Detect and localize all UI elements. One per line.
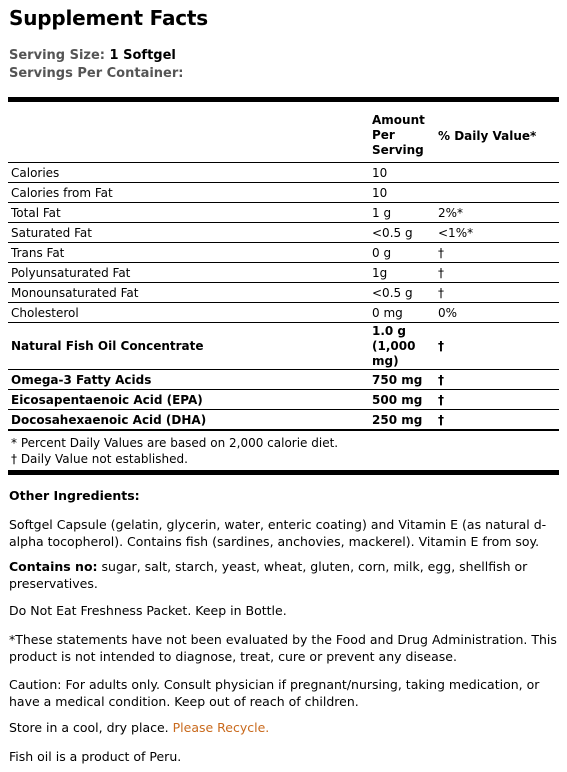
origin-notice: Fish oil is a product of Peru. (9, 749, 182, 764)
nutrient-name: Omega-3 Fatty Acids (8, 370, 369, 390)
table-row (8, 163, 559, 183)
table-row (8, 323, 559, 370)
nutrient-dv: † (435, 370, 559, 390)
nutrient-dv: † (435, 410, 559, 431)
nutrient-name: Calories (8, 163, 369, 183)
nutrient-name: Calories from Fat (8, 183, 369, 203)
nutrient-dv (435, 163, 559, 183)
nutrient-amount: 0 g (369, 243, 435, 263)
table-header-row (8, 109, 559, 163)
serving-size-value: 1 Softgel (109, 48, 176, 63)
other-ingredients-heading (9, 487, 557, 504)
freshness-notice: Do Not Eat Freshness Packet. Keep in Bottle. (9, 603, 287, 618)
nutrient-dv: † (435, 283, 559, 303)
nutrient-amount: 10 (369, 183, 435, 203)
nutrient-name: Total Fat (8, 203, 369, 223)
nutrient-dv: † (435, 323, 559, 370)
amount-header: Amount Per Serving (372, 113, 425, 157)
footnote-daily-value: * Percent Daily Values are based on 2,000 calorie diet. (11, 436, 339, 450)
table-row (8, 370, 559, 390)
nutrient-amount: 1g (369, 263, 435, 283)
table-row (8, 283, 559, 303)
other-ingredients-label: Other Ingredients: (9, 488, 140, 503)
nutrient-name: Natural Fish Oil Concentrate (8, 323, 369, 370)
caution-notice: Caution: For adults only. Consult physician if pregnant/nursing, taking medication, or have a medical condition. Keep out of reach of children. (9, 677, 540, 709)
nutrient-name: Polyunsaturated Fat (8, 263, 369, 283)
table-row (8, 243, 559, 263)
nutrient-dv: 2%* (435, 203, 559, 223)
please-recycle-link[interactable]: Please Recycle. (172, 720, 270, 735)
daily-value-header: % Daily Value* (438, 128, 537, 143)
nutrient-amount: 250 mg (369, 410, 435, 431)
nutrient-name: Monounsaturated Fat (8, 283, 369, 303)
servings-per-container (9, 65, 183, 82)
nutrient-dv: † (435, 243, 559, 263)
footnote-cell (8, 430, 559, 473)
contains-no-text: sugar, salt, starch, yeast, wheat, gluten, corn, milk, egg, shellfish or preservatives. (9, 559, 528, 591)
table-row (8, 410, 559, 431)
page-title: Supplement Facts (9, 6, 208, 30)
table-row (8, 183, 559, 203)
nutrient-dv: <1%* (435, 223, 559, 243)
table-row (8, 223, 559, 243)
serving-size-label: Serving Size: (9, 48, 106, 63)
servings-per-container-label: Servings Per Container: (9, 66, 184, 81)
contains-no-label: Contains no: (9, 559, 98, 574)
nutrient-name: Docosahexaenoic Acid (DHA) (8, 410, 369, 431)
storage-notice (9, 719, 557, 736)
serving-size (9, 47, 176, 64)
nutrient-amount: 500 mg (369, 390, 435, 410)
top-rule (8, 97, 559, 102)
table-row (8, 303, 559, 323)
table-row (8, 390, 559, 410)
nutrient-name: Cholesterol (8, 303, 369, 323)
nutrient-amount: 1.0 g (1,000 mg) (369, 323, 435, 370)
supplement-facts-table (8, 109, 559, 475)
storage-text: Store in a cool, dry place. (9, 720, 173, 735)
nutrient-dv (435, 183, 559, 203)
nutrient-amount: 0 mg (369, 303, 435, 323)
nutrient-amount: <0.5 g (369, 223, 435, 243)
nutrient-amount: 1 g (369, 203, 435, 223)
nutrient-dv: 0% (435, 303, 559, 323)
nutrient-name: Trans Fat (8, 243, 369, 263)
table-row (8, 203, 559, 223)
table-row (8, 263, 559, 283)
nutrient-name: Saturated Fat (8, 223, 369, 243)
nutrient-amount: <0.5 g (369, 283, 435, 303)
nutrient-amount: 10 (369, 163, 435, 183)
footnote-not-established: † Daily Value not established. (11, 452, 188, 466)
nutrient-amount: 750 mg (369, 370, 435, 390)
contains-no (9, 558, 557, 592)
table-footnotes (8, 430, 559, 473)
nutrient-dv: † (435, 263, 559, 283)
nutrient-name: Eicosapentaenoic Acid (EPA) (8, 390, 369, 410)
header-blank (8, 109, 369, 163)
nutrient-dv: † (435, 390, 559, 410)
fda-disclaimer: *These statements have not been evaluated by the Food and Drug Administration. This product is not intended to diagnose, treat, cure or prevent any disease. (9, 632, 557, 664)
other-ingredients-text: Softgel Capsule (gelatin, glycerin, water, enteric coating) and Vitamin E (as natural d-alpha tocopherol). Contains fish (sardines, anchovies, mackerel). Vitamin E from soy. (9, 517, 547, 549)
